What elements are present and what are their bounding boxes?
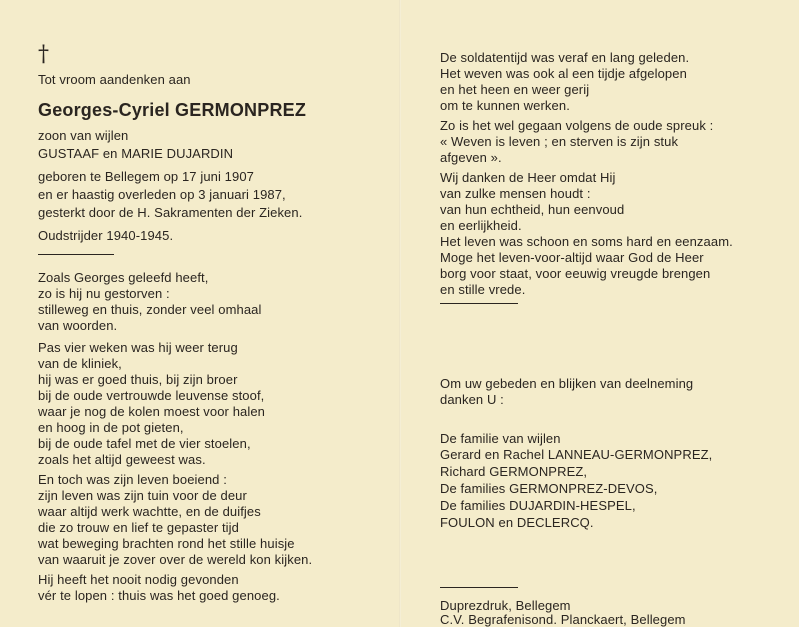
thanks-line: Om uw gebeden en blijken van deelneming	[440, 376, 694, 391]
poem-line: « Weven is leven ; en sterven is zijn stuk	[440, 134, 679, 149]
poem-line: Wij danken de Heer omdat Hij	[440, 170, 616, 185]
deceased-name: Georges-Cyriel GERMONPREZ	[38, 100, 307, 120]
intro-line: Tot vroom aandenken aan	[38, 72, 191, 87]
parents-line: GUSTAAF en MARIE DUJARDIN	[38, 146, 234, 161]
poem-line: van woorden.	[38, 318, 118, 333]
thanks-line: danken U :	[440, 392, 504, 407]
poem-line: en eerlijkheid.	[440, 218, 522, 233]
sacraments-line: gesterkt door de H. Sakramenten der Zieken.	[38, 205, 303, 220]
cross-symbol: †	[38, 42, 50, 67]
son-of-line: zoon van wijlen	[38, 128, 129, 143]
died-line: en er haastig overleden op 3 januari 1987,	[38, 187, 286, 202]
poem-line: waar je nog de kolen moest voor halen	[38, 404, 266, 419]
poem-line: en het heen en weer gerij	[440, 82, 590, 97]
poem-line: De soldatentijd was veraf en lang geleden.	[440, 50, 690, 65]
poem-line: hij was er goed thuis, bij zijn broer	[38, 372, 238, 387]
family-line: FOULON en DECLERCQ.	[440, 515, 594, 530]
poem-line: wat beweging brachten rond het stille huisje	[38, 536, 295, 551]
divider-rule	[440, 303, 518, 304]
poem-line: die zo trouw en lief te gepaster tijd	[38, 520, 239, 535]
poem-line: zo is hij nu gestorven :	[38, 286, 170, 301]
family-line: De families DUJARDIN-HESPEL,	[440, 498, 636, 513]
poem-line: waar altijd werk wachtte, en de duifjes	[38, 504, 261, 519]
poem-line: Zo is het wel gegaan volgens de oude spreuk :	[440, 118, 714, 133]
poem-line: van zulke mensen houdt :	[440, 186, 591, 201]
poem-line: Pas vier weken was hij weer terug	[38, 340, 238, 355]
poem-line: bij de oude tafel met de vier stoelen,	[38, 436, 251, 451]
poem-line: stilleweg en thuis, zonder veel omhaal	[38, 302, 262, 317]
poem-line: van waaruit je zover over de wereld kon kijken.	[38, 552, 313, 567]
divider-rule	[440, 587, 518, 588]
poem-line: afgeven ».	[440, 150, 502, 165]
family-line: Richard GERMONPREZ,	[440, 464, 588, 479]
poem-line: vér te lopen : thuis was het goed genoeg.	[38, 588, 280, 603]
poem-line: Hij heeft het nooit nodig gevonden	[38, 572, 239, 587]
poem-line: om te kunnen werken.	[440, 98, 570, 113]
poem-line: en hoog in de pot gieten,	[38, 420, 184, 435]
poem-line: van hun echtheid, hun eenvoud	[440, 202, 625, 217]
poem-line: zoals het altijd geweest was.	[38, 452, 206, 467]
divider-rule	[38, 254, 114, 255]
poem-line: bij de oude vertrouwde leuvense stoof,	[38, 388, 265, 403]
veteran-line: Oudstrijder 1940-1945.	[38, 228, 174, 243]
poem-line: borg voor staat, voor eeuwig vreugde brengen	[440, 266, 711, 281]
poem-line: en stille vrede.	[440, 282, 526, 297]
printer-line: Duprezdruk, Bellegem	[440, 598, 571, 613]
poem-line: zijn leven was zijn tuin voor de deur	[38, 488, 247, 503]
poem-line: van de kliniek,	[38, 356, 122, 371]
poem-line: Het leven was schoon en soms hard en eenzaam.	[440, 234, 733, 249]
poem-line: Het weven was ook al een tijdje afgelopen	[440, 66, 687, 81]
center-fold	[399, 0, 401, 627]
poem-line: Zoals Georges geleefd heeft,	[38, 270, 209, 285]
printer-line: C.V. Begrafenisond. Planckaert, Bellegem	[440, 612, 686, 627]
born-line: geboren te Bellegem op 17 juni 1907	[38, 169, 254, 184]
family-line: De families GERMONPREZ-DEVOS,	[440, 481, 658, 496]
poem-line: Moge het leven-voor-altijd waar God de Heer	[440, 250, 704, 265]
poem-line: En toch was zijn leven boeiend :	[38, 472, 227, 487]
family-line: De familie van wijlen	[440, 431, 561, 446]
family-line: Gerard en Rachel LANNEAU-GERMONPREZ,	[440, 447, 713, 462]
